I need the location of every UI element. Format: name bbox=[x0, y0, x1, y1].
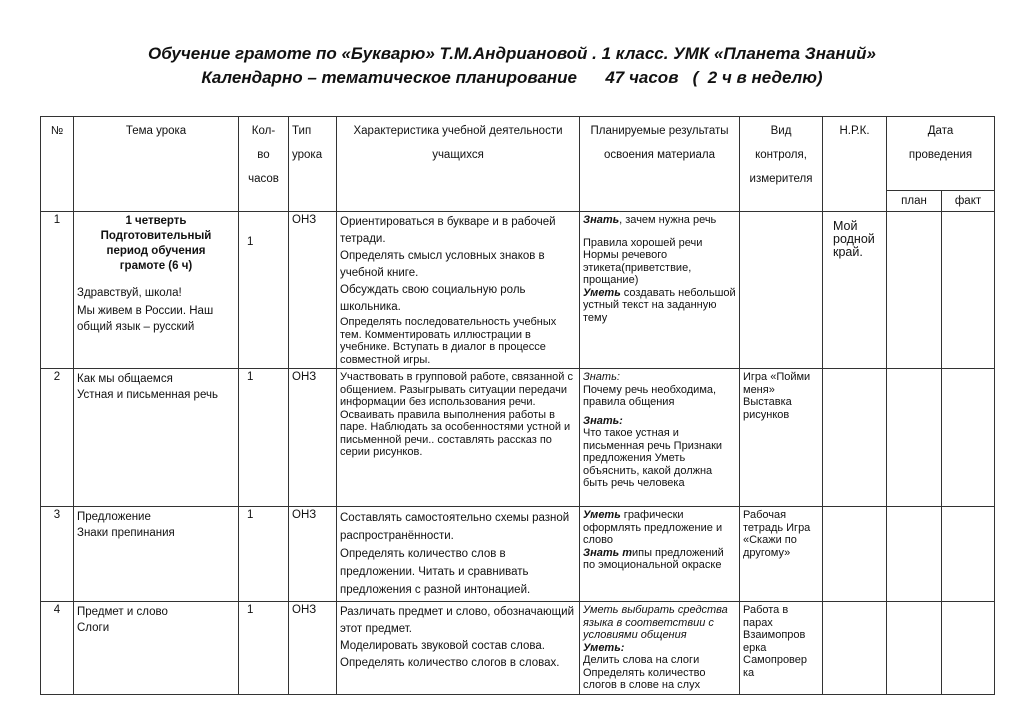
header-fact: факт bbox=[942, 191, 995, 212]
row-fact bbox=[942, 369, 995, 507]
row-control bbox=[740, 212, 823, 369]
row-type: ОНЗ bbox=[289, 507, 337, 602]
row-fact bbox=[942, 602, 995, 695]
header-plan: план bbox=[887, 191, 942, 212]
row-num: 2 bbox=[41, 369, 74, 507]
row-plan bbox=[887, 507, 942, 602]
row-control: Игра «Пойми меня» Выставка рисунков bbox=[740, 369, 823, 507]
row-activity: Составлять самостоятельно схемы разной распространённости. Определять количество слов в предложении. Читать и сравнивать предложения с разной интонацией. bbox=[337, 507, 580, 602]
row-plan bbox=[887, 212, 942, 369]
row-fact bbox=[942, 212, 995, 369]
row-plan bbox=[887, 369, 942, 507]
header-num: № bbox=[41, 117, 74, 212]
header-results: Планируемые результаты освоения материала bbox=[580, 117, 740, 212]
row-num: 1 bbox=[41, 212, 74, 369]
title-line-1: Обучение грамоте по «Букварю» Т.М.Андриановой . 1 класс. УМК «Планета Знаний» bbox=[148, 44, 876, 63]
row-topic: Предложение Знаки препинания bbox=[74, 507, 239, 602]
row-activity: Ориентироваться в букваре и в рабочей тетради. Определять смысл условных знаков в учебной книге. Обсуждать свою социальную роль школьника. Определять последовательность учебных тем. Комментировать иллюстрации в учебнике. Вступать в диалог в процессе совместной игры. bbox=[337, 212, 580, 369]
table-row bbox=[41, 507, 995, 602]
row-nrk: Мой родной край. bbox=[823, 212, 887, 369]
header-control: Вид контроля, измерителя bbox=[740, 117, 823, 212]
planning-table bbox=[40, 116, 995, 695]
row-nrk bbox=[823, 507, 887, 602]
row-control: Работа в парах Взаимопров ерка Самопровер ка bbox=[740, 602, 823, 695]
row-hours: 1 bbox=[239, 507, 289, 602]
document-title bbox=[0, 42, 1024, 90]
header-topic: Тема урока bbox=[74, 117, 239, 212]
row-control: Рабочая тетрадь Игра «Скажи по другому» bbox=[740, 507, 823, 602]
row-num: 4 bbox=[41, 602, 74, 695]
row-type: ОНЗ bbox=[289, 602, 337, 695]
row-results: Уметь графически оформлять предложение и слово Знать типы предложений по эмоциональной окраске bbox=[580, 507, 740, 602]
table-row bbox=[41, 369, 995, 507]
row-hours: 1 bbox=[239, 369, 289, 507]
row-topic: Предмет и слово Слоги bbox=[74, 602, 239, 695]
row-topic: Как мы общаемся Устная и письменная речь bbox=[74, 369, 239, 507]
row-nrk bbox=[823, 369, 887, 507]
row-activity: Различать предмет и слово, обозначающий этот предмет. Моделировать звуковой состав слова. Определять количество слогов в словах. bbox=[337, 602, 580, 695]
row-hours: 1 bbox=[239, 212, 289, 369]
row-results: Уметь выбирать средства языка в соответствии с условиями общения Уметь: Делить слова на слоги Определять количество слогов в слове на слух bbox=[580, 602, 740, 695]
header-nrk: Н.Р.К. bbox=[823, 117, 887, 212]
row-topic: 1 четверть Подготовительный период обучения грамоте (6 ч) Здравствуй, школа! Мы живем в России. Наш общий язык – русский bbox=[74, 212, 239, 369]
title-line-2: Календарно – тематическое планирование 47 часов ( 2 ч в неделю) bbox=[201, 68, 823, 87]
row-activity: Участвовать в групповой работе, связанной с общением. Разыгрывать ситуации передачи информации без использования речи. Осваивать правила выполнения работы в паре. Наблюдать за особенностями устной и письменной речи.. составлять рассказ по серии рисунков. bbox=[337, 369, 580, 507]
header-type: Тип урока bbox=[289, 117, 337, 212]
header-date: Дата проведения bbox=[887, 117, 995, 191]
row-results: Знать: Почему речь необходима, правила общения Знать: Что такое устная и письменная речь Признаки предложения Уметь объяснить, какой должна быть речь человека bbox=[580, 369, 740, 507]
table-row bbox=[41, 602, 995, 695]
row-type: ОНЗ bbox=[289, 369, 337, 507]
header-hours: Кол- во часов bbox=[239, 117, 289, 212]
row-fact bbox=[942, 507, 995, 602]
row-results: Знать, зачем нужна речь Правила хорошей речи Нормы речевого этикета(приветствие, прощание) Уметь создавать небольшой устный текст на заданную тему bbox=[580, 212, 740, 369]
header-activity: Характеристика учебной деятельности учащихся bbox=[337, 117, 580, 212]
row-hours: 1 bbox=[239, 602, 289, 695]
row-type: ОНЗ bbox=[289, 212, 337, 369]
table-row bbox=[41, 212, 995, 369]
row-plan bbox=[887, 602, 942, 695]
row-num: 3 bbox=[41, 507, 74, 602]
row-nrk bbox=[823, 602, 887, 695]
